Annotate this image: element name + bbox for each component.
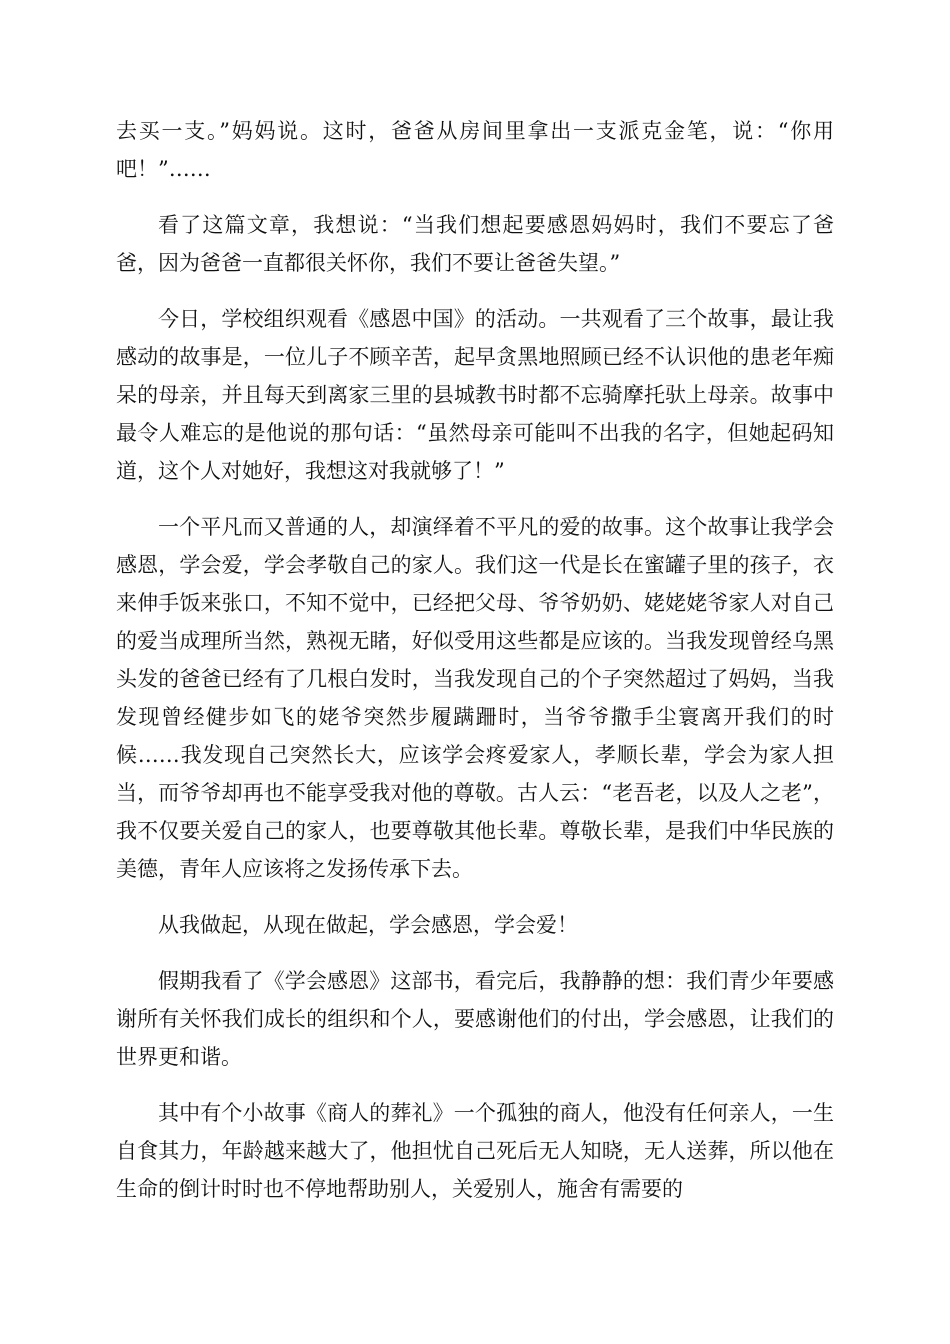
document-page	[116, 112, 834, 1226]
paragraph-5: 从我做起，从现在做起，学会感恩，学会爱！	[158, 913, 578, 937]
paragraph-6: 假期我看了《学会感恩》这部书，看完后，我静静的想：我们青少年要感谢所有关怀我们成长的组织和个人，要感谢他们的付出，学会感恩，让我们的世界更和谐。	[116, 969, 834, 1069]
paragraph-4: 一个平凡而又普通的人，却演绎着不平凡的爱的故事。这个故事让我学会感恩，学会爱，学会孝敬自己的家人。我们这一代是长在蜜罐子里的孩子，衣来伸手饭来张口，不知不觉中，已经把父母、爷爷奶奶、姥姥姥爷家人对自己的爱当成理所当然，熟视无睹，好似受用这些都是应该的。当我发现曾经乌黑头发的爸爸已经有了几根白发时，当我发现自己的个子突然超过了妈妈，当我发现曾经健步如飞的姥爷突然步履蹒跚时，当爷爷撒手尘寰离开我们的时候……我发现自己突然长大，应该学会疼爱家人，孝顺长辈，学会为家人担当，而爷爷却再也不能享受我对他的尊敬。古人云：“老吾老，以及人之老”，我不仅要关爱自己的家人，也要尊敬其他长辈。尊敬长辈，是我们中华民族的美德，青年人应该将之发扬传承下去。	[116, 515, 834, 881]
paragraph-7: 其中有个小故事《商人的葬礼》一个孤独的商人，他没有任何亲人，一生自食其力，年龄越来越大了，他担忧自己死后无人知晓，无人送葬，所以他在生命的倒计时时也不停地帮助别人，关爱别人，施舍有需要的	[116, 1101, 834, 1201]
paragraph-3: 今日，学校组织观看《感恩中国》的活动。一共观看了三个故事，最让我感动的故事是，一位儿子不顾辛苦，起早贪黑地照顾已经不认识他的患老年痴呆的母亲，并且每天到离家三里的县城教书时都不忘骑摩托驮上母亲。故事中最令人难忘的是他说的那句话：“虽然母亲可能叫不出我的名字，但她起码知道，这个人对她好，我想这对我就够了！”	[116, 307, 834, 483]
paragraph-2: 看了这篇文章，我想说：“当我们想起要感恩妈妈时，我们不要忘了爸爸，因为爸爸一直都很关怀你，我们不要让爸爸失望。”	[116, 213, 834, 275]
paragraph-1: 去买一支。”妈妈说。这时，爸爸从房间里拿出一支派克金笔，说：“你用吧！”……	[116, 119, 834, 181]
